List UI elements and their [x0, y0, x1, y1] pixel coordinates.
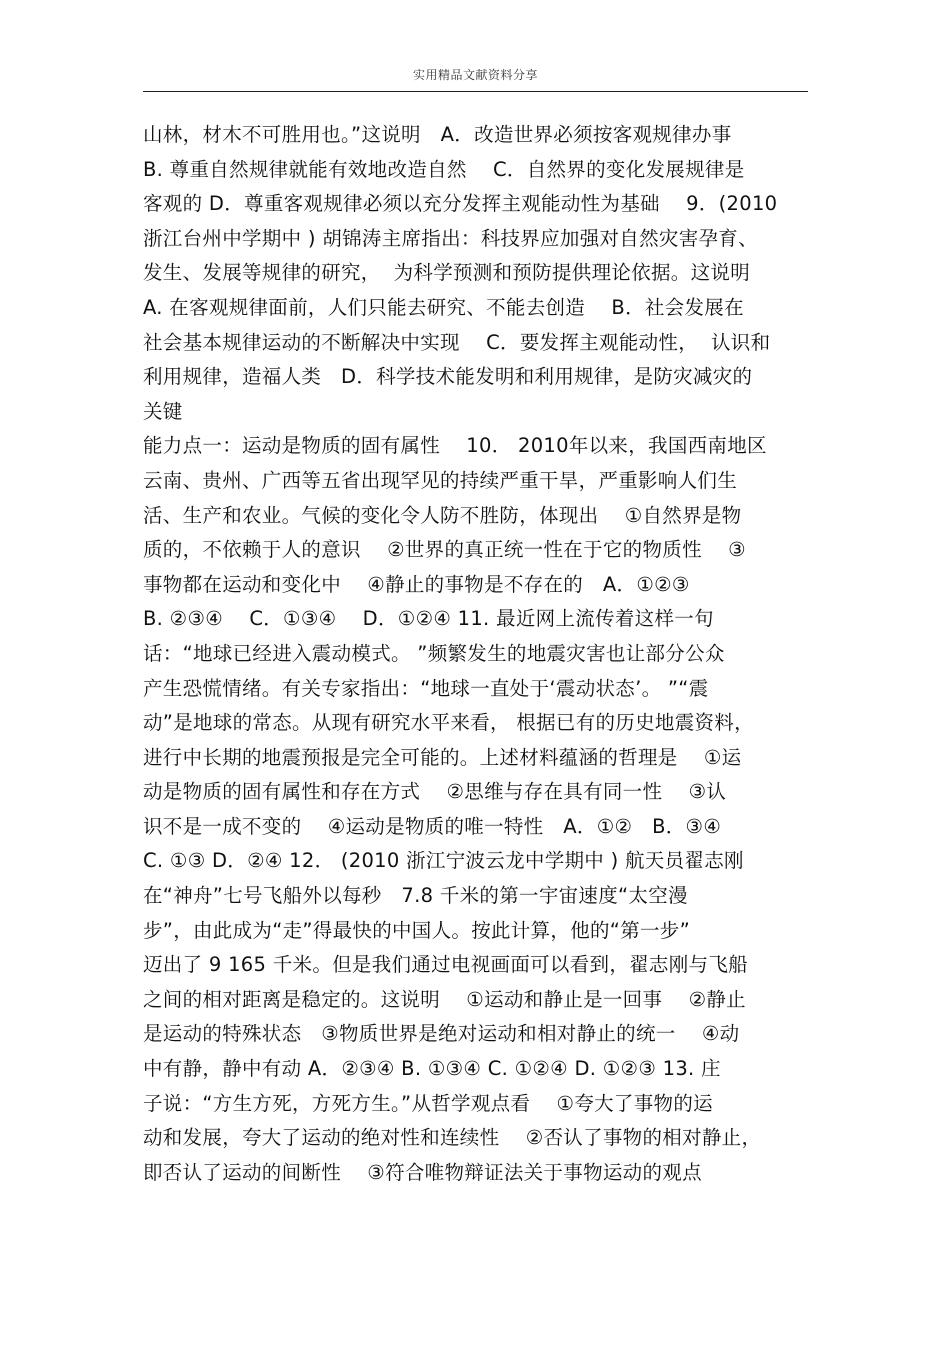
text-line: 子说：“方生方死，方死方生。”从哲学观点看 ①夸大了事物的运	[143, 1091, 713, 1115]
text-line: 云南、贵州、广西等五省出现罕见的持续严重干旱，严重影响人们生	[143, 468, 738, 492]
header-divider	[143, 91, 808, 92]
text-line: 事物都在运动和变化中 ④静止的事物是不存在的 A．①②③	[143, 572, 690, 596]
text-line: 发生、发展等规律的研究， 为科学预测和预防提供理论依据。这说明	[143, 261, 750, 285]
document-body	[143, 118, 823, 1190]
text-line: 话：“地球已经进入震动模式。 ”频繁发生的地震灾害也让部分公众	[143, 641, 725, 665]
text-line: 社会基本规律运动的不断解决中实现 C．要发挥主观能动性， 认识和	[143, 330, 771, 354]
text-line: 识不是一成不变的 ④运动是物质的唯一特性 A．①② B．③④	[143, 814, 722, 838]
text-line: 是运动的特殊状态 ③物质世界是绝对运动和相对静止的统一 ④动	[143, 1022, 740, 1046]
text-line: 山林，材木不可胜用也。”这说明 A．改造世界必须按客观规律办事	[143, 123, 732, 146]
text-line: 产生恐慌情绪。有关专家指出：“地球一直处于‘震动状态’。 ”“震	[143, 676, 709, 700]
text-line: B. ②③④ C．①③④ D．①②④ 11. 最近网上流传着这样一句	[143, 607, 714, 631]
text-line: 关键	[143, 399, 183, 423]
text-line: C. ①③ D．②④ 12． (2010 浙江宁波云龙中学期中 ) 航天员翟志刚	[143, 849, 744, 873]
text-line: 动是物质的固有属性和存在方式 ②思维与存在具有同一性 ③认	[143, 780, 727, 804]
text-line: 质的，不依赖于人的意识 ②世界的真正统一性在于它的物质性 ③	[143, 538, 746, 562]
text-line: 即否认了运动的间断性 ③符合唯物辩证法关于事物运动的观点	[143, 1160, 702, 1184]
text-line: 能力点一：运动是物质的固有属性 10． 2010年以来，我国西南地区	[143, 434, 767, 458]
page-header-title: 实用精品文献资料分享	[412, 68, 538, 82]
text-line: 客观的 D．尊重客观规律必须以充分发挥主观能动性为基础 9．(2010	[143, 192, 778, 216]
text-line: 浙江台州中学期中 ) 胡锦涛主席指出：科技界应加强对自然灾害孕育、	[143, 226, 758, 250]
text-line: 活、生产和农业。气候的变化令人防不胜防，体现出 ①自然界是物	[143, 503, 742, 527]
text-line: B. 尊重自然规律就能有效地改造自然 C．自然界的变化发展规律是	[143, 157, 745, 181]
text-line: 中有静，静中有动 A．②③④ B. ①③④ C. ①②④ D. ①②③ 13. 庄	[143, 1057, 721, 1081]
text-line: 动”是地球的常态。从现有研究水平来看， 根据已有的历史地震资料，	[143, 711, 754, 735]
text-line: 迈出了 9 165 千米。但是我们通过电视画面可以看到，翟志刚与飞船	[143, 953, 748, 977]
text-line: 进行中长期的地震预报是完全可能的。上述材料蕴涵的哲理是 ①运	[143, 745, 742, 769]
text-line: 之间的相对距离是稳定的。这说明 ①运动和静止是一回事 ②静止	[143, 987, 746, 1011]
text-line: 动和发展，夸大了运动的绝对性和连续性 ②否认了事物的相对静止，	[143, 1126, 762, 1150]
text-line: A. 在客观规律面前，人们只能去研究、不能去创造 B．社会发展在	[143, 295, 744, 319]
text-line: 利用规律，造福人类 D．科学技术能发明和利用规律，是防灾减灾的	[143, 365, 753, 389]
text-line: 在“神舟”七号飞船外以每秒 7.8 千米的第一宇宙速度“太空漫	[143, 884, 688, 908]
text-line: 步”，由此成为“走”得最快的中国人。按此计算，他的“第一步”	[143, 918, 691, 942]
